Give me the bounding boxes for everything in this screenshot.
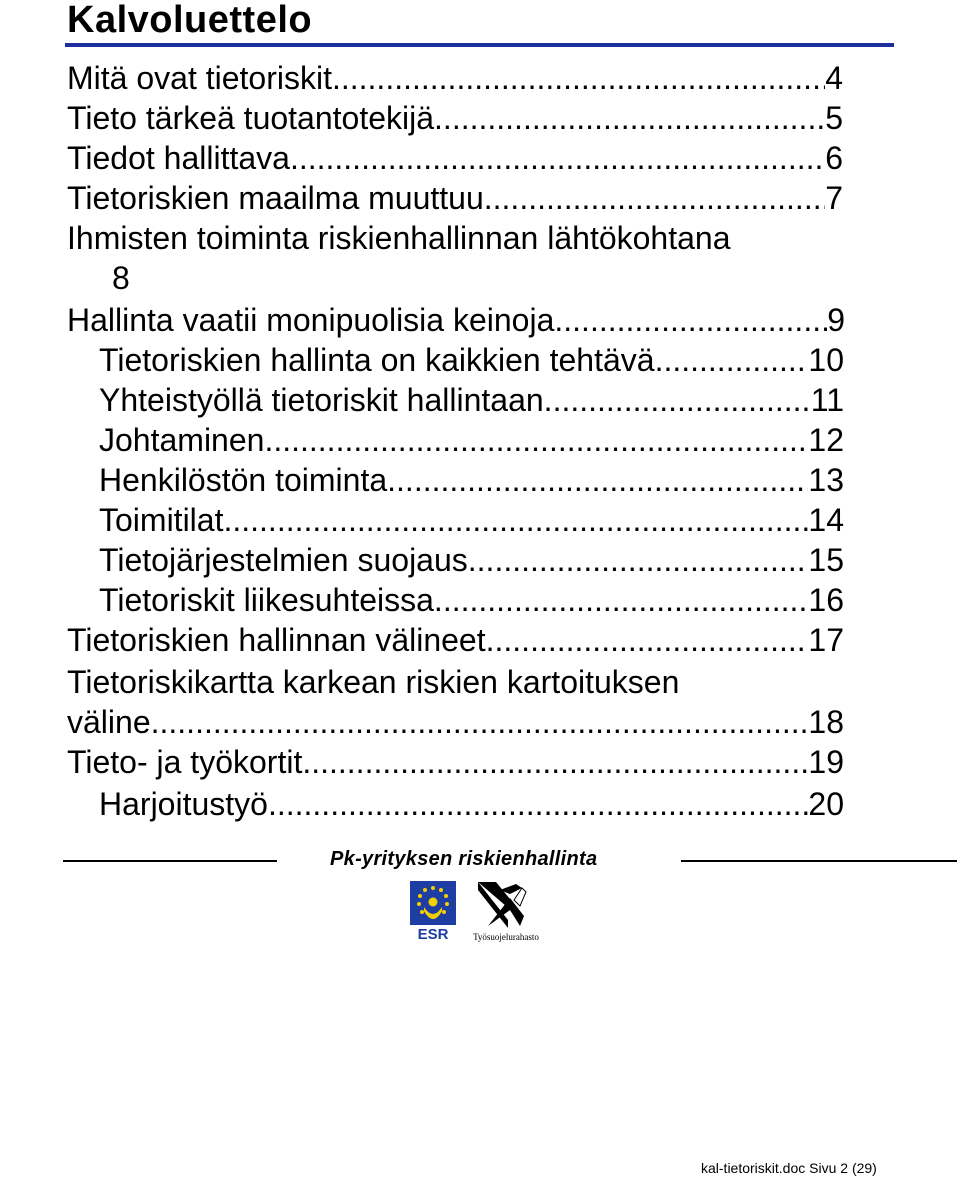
- toc-leader: [486, 620, 809, 660]
- title-underline: [65, 43, 894, 47]
- esr-logo: [410, 881, 456, 941]
- toc-entry-page: 15: [808, 542, 844, 578]
- toc-entry-text: Tietoriskikartta karkean riskien kartoituksen: [67, 664, 680, 700]
- toc-leader: [332, 58, 825, 98]
- toc-leader: [434, 98, 825, 138]
- toc-leader: [468, 540, 809, 580]
- toc-entry-page: 6: [825, 140, 843, 176]
- toc-entry-text: Tietoriskien hallinta on kaikkien tehtävä: [99, 342, 655, 378]
- document-title: Kalvoluettelo: [67, 0, 313, 41]
- toc-entry-text: Hallinta vaatii monipuolisia keinoja: [67, 302, 555, 338]
- toc-entry-text: Harjoitustyö: [99, 786, 268, 822]
- toc-entry: [67, 702, 844, 742]
- footer-rule-right: [681, 860, 957, 862]
- toc-leader: [264, 420, 808, 460]
- tyosuojelurahasto-logo: [470, 880, 542, 942]
- toc-entry-page: 9: [827, 302, 845, 338]
- toc-entry-page: 12: [808, 422, 844, 458]
- toc-leader: [302, 742, 808, 782]
- toc-entry-text: Tietoriskien hallinnan välineet: [67, 622, 486, 658]
- toc-entry: [99, 784, 844, 824]
- footer-rule-left: [63, 860, 277, 862]
- toc-leader: [544, 380, 811, 420]
- footer-title: Pk-yrityksen riskienhallinta: [330, 848, 598, 870]
- toc-entry-page: 18: [808, 704, 844, 740]
- toc-entry-text: Toimitilat: [99, 502, 224, 538]
- toc-entry-page: 13: [808, 462, 844, 498]
- toc-leader: [223, 500, 808, 540]
- toc-entry-text: Ihmisten toiminta riskienhallinnan lähtökohtana: [67, 220, 731, 256]
- toc-entry-page: 16: [808, 582, 844, 618]
- esr-logo-text: ESR: [417, 926, 449, 941]
- toc-entry-text: Tietoriskien maailma muuttuu: [67, 180, 484, 216]
- toc-entry: [99, 420, 844, 460]
- tyosuojelurahasto-logo-text: Työsuojelurahasto: [473, 932, 539, 942]
- toc-leader: [268, 784, 808, 824]
- toc-leader: [484, 178, 825, 218]
- toc-entry: [99, 460, 844, 500]
- toc-entry-text: Tieto- ja työkortit: [67, 744, 303, 780]
- toc-entry-page: 4: [825, 60, 843, 96]
- toc-entry: [99, 500, 844, 540]
- toc-entry-text: Mitä ovat tietoriskit: [67, 60, 332, 96]
- toc-entry-page: 11: [810, 382, 844, 418]
- toc-leader: [434, 580, 808, 620]
- esr-logo-icon: [410, 881, 456, 941]
- toc-entry: [67, 138, 843, 178]
- toc-entry-page: 7: [825, 180, 843, 216]
- toc-entry: [67, 742, 844, 782]
- toc-entry: [67, 58, 843, 98]
- toc-leader: [655, 340, 809, 380]
- toc-entry-page: 17: [808, 622, 844, 658]
- toc-entry-text: Tietojärjestelmien suojaus: [99, 542, 468, 578]
- toc-entry: [67, 300, 845, 340]
- toc-entry-page: 8: [112, 260, 130, 296]
- toc-entry: [99, 540, 844, 580]
- toc-entry-page: 20: [808, 786, 844, 822]
- toc-entry: [99, 380, 844, 420]
- toc-leader: [151, 702, 809, 742]
- toc-entry: [99, 580, 844, 620]
- toc-entry-page: 5: [825, 100, 843, 136]
- toc-entry: [67, 178, 843, 218]
- toc-entry-text: väline: [67, 704, 151, 740]
- toc-entry-page: 14: [808, 502, 844, 538]
- toc-entry-text: Tieto tärkeä tuotantotekijä: [67, 100, 435, 136]
- toc-entry-text: Yhteistyöllä tietoriskit hallintaan: [99, 382, 544, 418]
- toc-leader: [387, 460, 808, 500]
- tyosuojelurahasto-logo-icon: [470, 880, 542, 942]
- toc-entry: [67, 98, 843, 138]
- toc-entry: [99, 340, 844, 380]
- toc-entry-page: 19: [808, 744, 844, 780]
- toc-entry-text: Henkilöstön toiminta: [99, 462, 388, 498]
- toc-entry: [67, 620, 844, 660]
- toc-entry-page: 10: [808, 342, 844, 378]
- toc-entry-text: Tietoriskit liikesuhteissa: [99, 582, 434, 618]
- page-footer: kal-tietoriskit.doc Sivu 2 (29): [701, 1160, 877, 1176]
- toc-entry-text: Tiedot hallittava: [67, 140, 290, 176]
- toc-leader: [554, 300, 827, 340]
- toc-entry-text: Johtaminen: [99, 422, 265, 458]
- toc-leader: [290, 138, 825, 178]
